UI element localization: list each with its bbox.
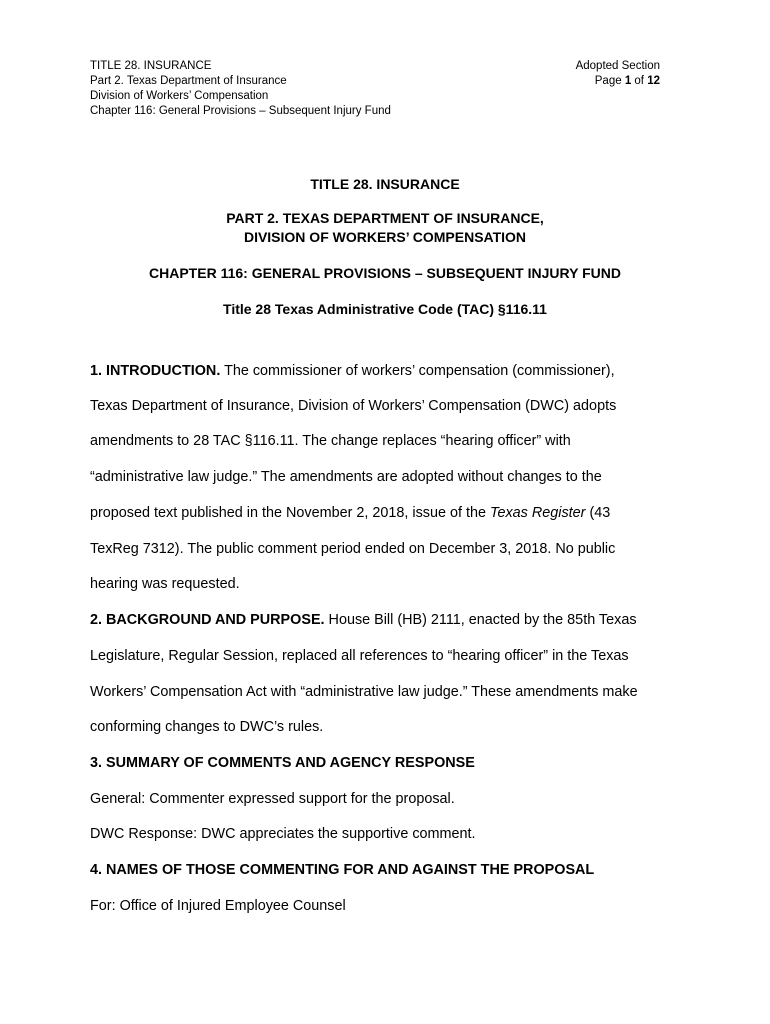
section3-heading: 3. SUMMARY OF COMMENTS AND AGENCY RESPONSE [90,755,475,771]
section1-line6: TexReg 7312). The public comment period ended on December 3, 2018. No public [90,541,616,557]
part-title-line1: PART 2. TEXAS DEPARTMENT OF INSURANCE, [226,210,544,226]
section1-line4: “administrative law judge.” The amendments are adopted without changes to the [90,469,602,485]
header-title-line: TITLE 28. INSURANCE [90,60,212,72]
header-right [576,59,660,89]
section1-line3: amendments to 28 TAC §116.11. The change replaces “hearing officer” with [90,433,571,449]
part-title-line2: DIVISION OF WORKERS’ COMPENSATION [243,229,527,245]
texas-register: Texas Register [490,505,586,521]
page-of: of [631,75,648,87]
header-part-line: Part 2. Texas Department of Insurance [90,75,287,87]
section2-line2: Legislature, Regular Session, replaced all references to “hearing officer” in the Texas [90,648,629,664]
section1-line2: Texas Department of Insurance, Division of Workers’ Compensation (DWC) adopts [90,398,617,414]
page-number [576,74,660,89]
chapter-title: CHAPTER 116: GENERAL PROVISIONS – SUBSEQUENT INJURY FUND [149,265,621,281]
section1-heading: 1. INTRODUCTION. [90,363,221,379]
header-adopted-section: Adopted Section [575,60,660,72]
section1-line5: proposed text published in the November 2, 2018, issue of the Texas Register (43 [90,505,611,521]
section3-general: General: Commenter expressed support for the proposal. [90,791,455,807]
code-title: Title 28 Texas Administrative Code (TAC) §116.11 [223,301,547,317]
section4-for: For: Office of Injured Employee Counsel [90,898,346,914]
section1-line1: 1. INTRODUCTION. The commissioner of workers’ compensation (commissioner), [90,363,615,379]
section4-heading: 4. NAMES OF THOSE COMMENTING FOR AND AGAINST THE PROPOSAL [90,862,595,878]
section2-line4: conforming changes to DWC’s rules. [90,719,324,735]
doc-title: TITLE 28. INSURANCE [310,176,460,192]
section2-line3: Workers’ Compensation Act with “administrative law judge.” These amendments make [90,684,638,700]
section1-line7: hearing was requested. [90,576,240,592]
page-prefix: Page [594,75,625,87]
section2-heading: 2. BACKGROUND AND PURPOSE. [90,612,325,628]
page-current: 1 [624,75,632,87]
section2-line1: 2. BACKGROUND AND PURPOSE. House Bill (HB) 2111, enacted by the 85th Texas [90,612,637,628]
header-chapter-line: Chapter 116: General Provisions – Subsequent Injury Fund [90,105,391,117]
section3-response: DWC Response: DWC appreciates the supportive comment. [90,826,476,842]
page-total: 12 [647,75,660,87]
header-division-line: Division of Workers’ Compensation [90,90,269,102]
header-left [90,59,391,119]
